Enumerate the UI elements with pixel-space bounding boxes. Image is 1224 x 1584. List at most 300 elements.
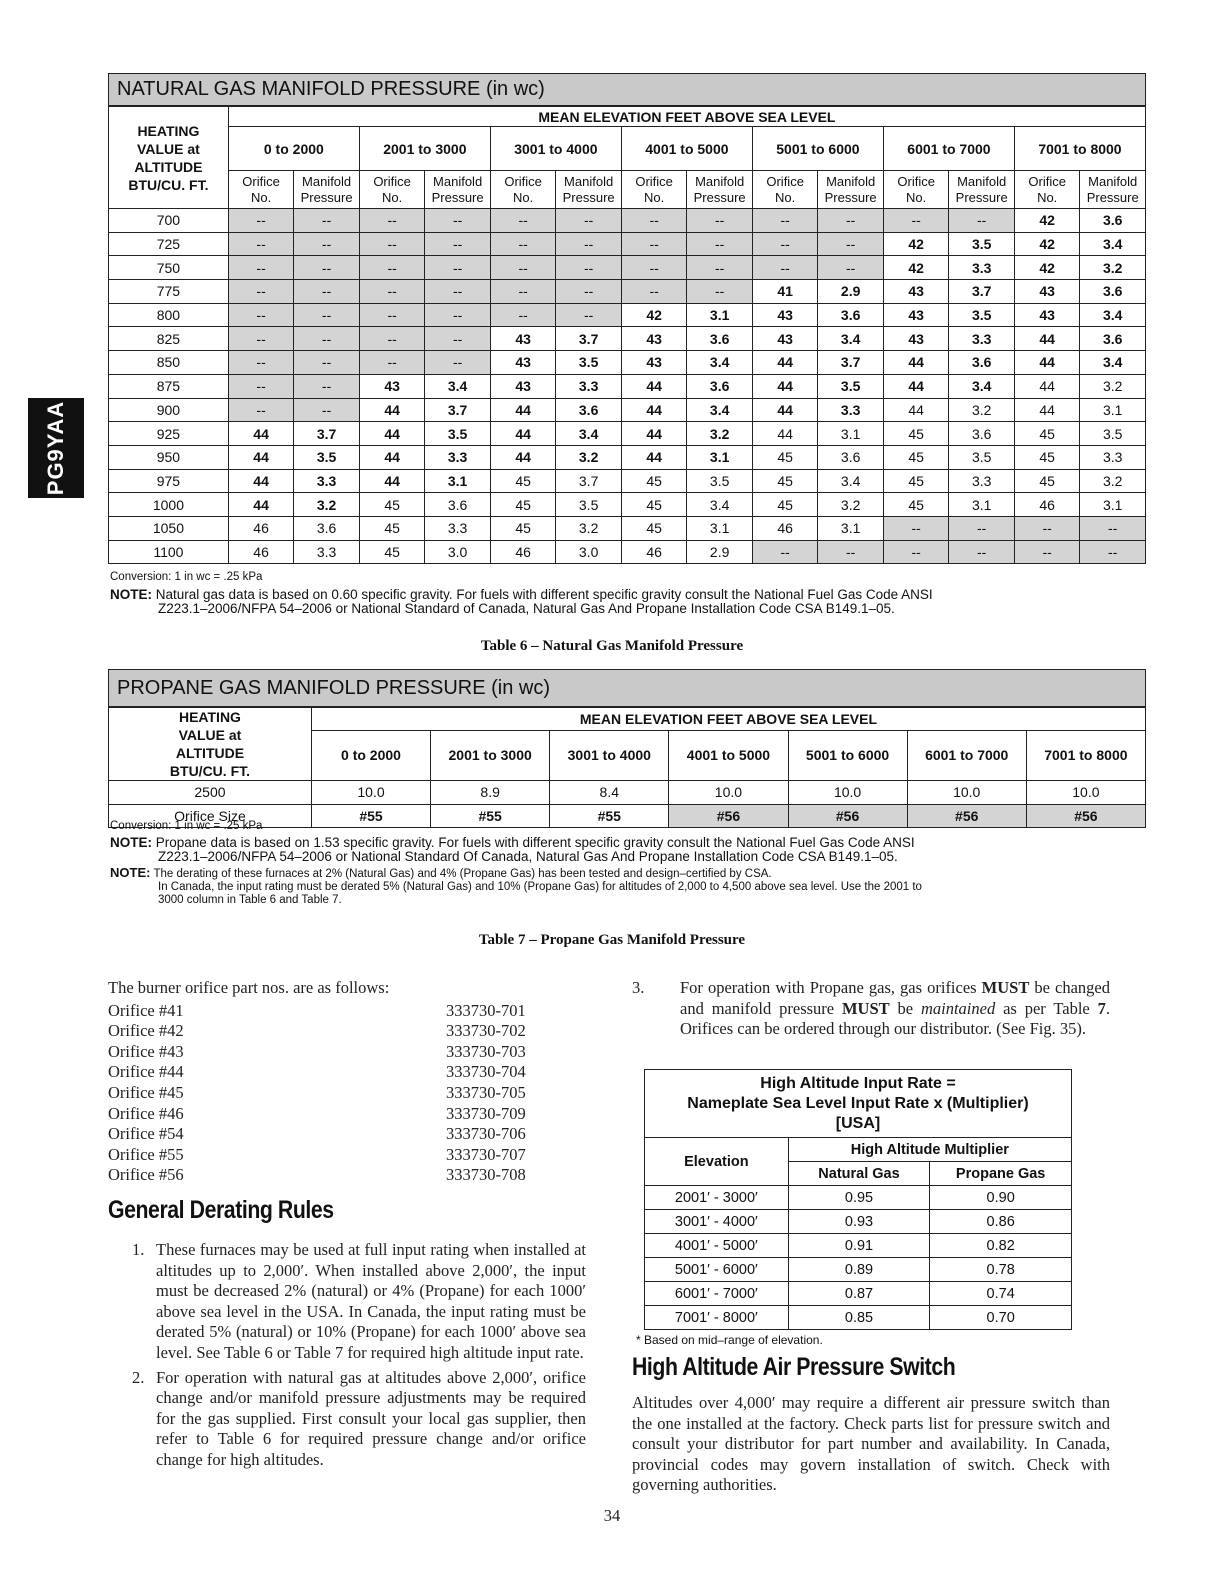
orifice-cell: -- <box>359 256 424 280</box>
natural-gas-title: NATURAL GAS MANIFOLD PRESSURE (in wc) <box>117 78 545 100</box>
derating-rule-1: 1. These furnaces may be used at full input rating when installed at altitudes up to 2,000′. When installed above 2,000′, the input must be decreased 2% (natural) or 4% (Propane) for each 1000′ above sea level in the USA. In Canada, the input rating must be derated 5% (natural) or 10% (Propane) for each 1000′ above sea level. See Table 6 or Table 7 for required high altitude input rate. <box>132 1240 586 1362</box>
orifice-cell: -- <box>490 232 555 256</box>
natural-note: NOTE: Natural gas data is based on 0.60 specific gravity. For fuels with different specific gravity consult the National Fuel Gas Code ANSI Z223.1–2006/NFPA 54–2006 or National Standard of Canada, Natural Gas And Propane Installation Code CSA B149.1–05. <box>110 587 933 616</box>
btu-value: 850 <box>109 351 229 375</box>
orifice-cell: -- <box>752 540 817 564</box>
altitude-nat-cell: 0.89 <box>788 1258 930 1282</box>
orifice-cell: 45 <box>621 493 686 517</box>
altitude-row <box>645 1306 1072 1330</box>
propane-heating-header: HEATING VALUE at ALTITUDE BTU/CU. FT. <box>109 708 312 781</box>
orifice-cell: 45 <box>359 493 424 517</box>
pressure-cell: 3.6 <box>556 398 622 422</box>
derating-rules <box>108 1240 586 1475</box>
orifice-cell: 46 <box>228 540 293 564</box>
orifice-cell: 46 <box>228 516 293 540</box>
propane-range-header: 4001 to 5000 <box>669 730 788 780</box>
orifice-cell: -- <box>228 303 293 327</box>
pressure-cell: -- <box>1080 540 1146 564</box>
orifice-part-number: 333730-702 <box>446 1021 526 1041</box>
natural-range-header: 4001 to 5000 <box>621 127 752 171</box>
pressure-cell: 3.7 <box>949 280 1015 304</box>
orifice-cell: -- <box>228 209 293 233</box>
btu-value: 975 <box>109 469 229 493</box>
orifice-part-number: 333730-708 <box>446 1165 526 1185</box>
pressure-cell: -- <box>425 256 491 280</box>
btu-value: 950 <box>109 445 229 469</box>
pressure-cell: 3.4 <box>818 469 884 493</box>
natural-gas-col-header: Natural Gas <box>788 1162 930 1186</box>
natural-table-row <box>109 327 1146 351</box>
orifice-cell: 44 <box>228 493 293 517</box>
propane-pressure-cell: 8.4 <box>550 781 669 805</box>
orifice-name: Orifice #44 <box>108 1062 184 1082</box>
pressure-cell: 2.9 <box>818 280 884 304</box>
natural-table-row <box>109 303 1146 327</box>
propane-range-header: 3001 to 4000 <box>550 730 669 780</box>
natural-table-row <box>109 209 1146 233</box>
orifice-cell: 45 <box>883 469 948 493</box>
orifice-part-number: 333730-709 <box>446 1103 526 1123</box>
natural-table-row <box>109 445 1146 469</box>
orifice-cell: 44 <box>228 422 293 446</box>
propane-range-header: 7001 to 8000 <box>1026 730 1145 780</box>
propane-orifice-cell: #56 <box>788 804 907 828</box>
pressure-cell: -- <box>556 232 622 256</box>
orifice-cell: 44 <box>883 351 948 375</box>
manifold-pressure-header: Manifold Pressure <box>949 171 1015 209</box>
manifold-pressure-header: Manifold Pressure <box>687 171 753 209</box>
propane-row-label: 2500 <box>109 781 312 805</box>
orifice-cell: 43 <box>1014 303 1079 327</box>
altitude-nat-cell: 0.91 <box>788 1234 930 1258</box>
propane-table-row <box>109 804 1146 828</box>
pressure-cell: -- <box>818 232 884 256</box>
manifold-pressure-header: Manifold Pressure <box>425 171 491 209</box>
altitude-nat-cell: 0.95 <box>788 1186 930 1210</box>
orifice-cell: 45 <box>621 516 686 540</box>
propane-range-header: 5001 to 6000 <box>788 730 907 780</box>
propane-gas-col-header: Propane Gas <box>930 1162 1072 1186</box>
propane-gas-banner <box>108 669 1146 707</box>
pressure-cell: 3.1 <box>1080 493 1146 517</box>
pressure-cell: 3.6 <box>294 516 360 540</box>
orifice-cell: 44 <box>1014 374 1079 398</box>
altitude-row <box>645 1258 1072 1282</box>
orifice-cell: 44 <box>752 398 817 422</box>
btu-value: 875 <box>109 374 229 398</box>
orifice-part-row <box>108 1062 588 1083</box>
orifice-cell: 44 <box>621 445 686 469</box>
altitude-footnote: * Based on mid–range of elevation. <box>636 1333 823 1347</box>
orifice-no-header: Orifice No. <box>621 171 686 209</box>
pressure-cell: 3.2 <box>687 422 753 446</box>
btu-value: 925 <box>109 422 229 446</box>
orifice-cell: -- <box>359 351 424 375</box>
altitude-elev-cell: 4001′ - 5000′ <box>645 1234 789 1258</box>
pressure-cell: -- <box>687 209 753 233</box>
orifice-cell: 45 <box>1014 445 1079 469</box>
propane-note-2: NOTE: The derating of these furnaces at 2% (Natural Gas) and 4% (Propane Gas) has been tested and design–certified by CSA. In Canada, the input rating must be derated 5% (Natural Gas) and 10% (Propane Gas) for altitudes of 2,000 to 4,500 above sea level. Use the 2001 to 3000 column in Table 6 and Table 7. <box>110 865 922 906</box>
orifice-cell: 44 <box>621 398 686 422</box>
orifice-cell: 45 <box>752 493 817 517</box>
pressure-cell: 3.5 <box>425 422 491 446</box>
pressure-cell: 3.3 <box>949 256 1015 280</box>
orifice-cell: 44 <box>359 398 424 422</box>
elevation-col-header: Elevation <box>645 1138 789 1186</box>
orifice-part-number: 333730-707 <box>446 1144 526 1164</box>
orifice-cell: -- <box>228 351 293 375</box>
altitude-prop-cell: 0.70 <box>930 1306 1072 1330</box>
orifice-cell: -- <box>621 256 686 280</box>
altitude-elev-cell: 5001′ - 6000′ <box>645 1258 789 1282</box>
natural-range-header: 5001 to 6000 <box>752 127 883 171</box>
pressure-cell: -- <box>818 256 884 280</box>
propane-range-header: 2001 to 3000 <box>431 730 550 780</box>
pressure-cell: 3.3 <box>1080 445 1146 469</box>
pressure-cell: -- <box>294 256 360 280</box>
orifice-name: Orifice #46 <box>108 1103 184 1123</box>
pressure-cell: 3.2 <box>1080 374 1146 398</box>
pressure-cell: 3.6 <box>425 493 491 517</box>
orifice-name: Orifice #56 <box>108 1165 184 1185</box>
orifice-cell: 45 <box>1014 422 1079 446</box>
orifice-part-number: 333730-706 <box>446 1124 526 1144</box>
orifice-cell: 45 <box>752 445 817 469</box>
pressure-cell: 3.6 <box>1080 327 1146 351</box>
natural-range-header: 0 to 2000 <box>228 127 359 171</box>
pressure-cell: -- <box>818 540 884 564</box>
orifice-part-row <box>108 1083 588 1104</box>
pressure-cell: -- <box>425 280 491 304</box>
altitude-nat-cell: 0.93 <box>788 1210 930 1234</box>
pressure-cell: -- <box>425 327 491 351</box>
orifice-cell: -- <box>621 280 686 304</box>
pressure-cell: -- <box>687 280 753 304</box>
altitude-row <box>645 1186 1072 1210</box>
altitude-elev-cell: 6001′ - 7000′ <box>645 1282 789 1306</box>
pressure-cell: 3.2 <box>949 398 1015 422</box>
orifice-cell: 44 <box>490 422 555 446</box>
orifice-cell: -- <box>752 209 817 233</box>
pressure-cell: 3.6 <box>1080 280 1146 304</box>
orifice-cell: 43 <box>490 327 555 351</box>
altitude-nat-cell: 0.87 <box>788 1282 930 1306</box>
orifice-cell: -- <box>490 209 555 233</box>
orifice-cell: 44 <box>752 422 817 446</box>
orifice-no-header: Orifice No. <box>228 171 293 209</box>
propane-pressure-cell: 10.0 <box>669 781 788 805</box>
orifice-cell: -- <box>490 280 555 304</box>
pressure-cell: -- <box>425 351 491 375</box>
side-tab <box>28 398 84 498</box>
natural-table-row <box>109 280 1146 304</box>
orifice-cell: -- <box>490 303 555 327</box>
derating-rule-2: 2. For operation with natural gas at altitudes above 2,000′, orifice change and/or manifold pressure adjustments may be required for the gas supplied. First consult your local gas supplier, then refer to Table 6 for required pressure change and/or orifice change for high altitudes. <box>132 1367 586 1469</box>
propane-orifice-cell: #55 <box>311 804 430 828</box>
orifice-cell: 45 <box>883 445 948 469</box>
pressure-switch-text: Altitudes over 4,000′ may require a different air pressure switch than the one installed at the factory. Check parts list for pressure switch and consult your distributor for part number and availability. In Canada, provincial codes may govern installation of switch. Check with governing authorities. <box>632 1393 1110 1495</box>
natural-table-row <box>109 422 1146 446</box>
pressure-cell: 3.3 <box>425 445 491 469</box>
propane-row-label: Orifice Size <box>109 804 312 828</box>
natural-range-header: 7001 to 8000 <box>1014 127 1145 171</box>
orifice-cell: 44 <box>752 374 817 398</box>
altitude-prop-cell: 0.86 <box>930 1210 1072 1234</box>
btu-value: 1000 <box>109 493 229 517</box>
natural-table-row <box>109 516 1146 540</box>
propane-pressure-cell: 8.9 <box>431 781 550 805</box>
orifice-cell: 45 <box>1014 469 1079 493</box>
pressure-cell: 3.4 <box>687 398 753 422</box>
orifice-cell: -- <box>359 232 424 256</box>
orifice-cell: -- <box>752 232 817 256</box>
orifice-intro: The burner orifice part nos. are as follows: <box>108 978 390 997</box>
pressure-cell: 3.3 <box>949 327 1015 351</box>
pressure-cell: 3.2 <box>556 516 622 540</box>
orifice-cell: 42 <box>883 256 948 280</box>
pressure-cell: 3.5 <box>556 493 622 517</box>
orifice-no-header: Orifice No. <box>1014 171 1079 209</box>
page-number: 34 <box>603 1506 621 1525</box>
orifice-cell: 44 <box>359 422 424 446</box>
orifice-part-number: 333730-703 <box>446 1041 526 1061</box>
general-derating-heading: General Derating Rules <box>108 1196 334 1224</box>
pressure-cell: 3.1 <box>687 445 753 469</box>
orifice-cell: -- <box>359 303 424 327</box>
propane-range-header: 0 to 2000 <box>311 730 430 780</box>
orifice-part-row <box>108 1124 588 1145</box>
pressure-cell: 3.3 <box>818 398 884 422</box>
orifice-no-header: Orifice No. <box>359 171 424 209</box>
orifice-cell: 45 <box>490 516 555 540</box>
natural-gas-banner <box>108 73 1146 106</box>
orifice-cell: 45 <box>621 469 686 493</box>
orifice-name: Orifice #41 <box>108 1000 184 1020</box>
btu-value: 1100 <box>109 540 229 564</box>
propane-orifice-cell: #56 <box>669 804 788 828</box>
orifice-name: Orifice #55 <box>108 1144 184 1164</box>
pressure-cell: -- <box>294 303 360 327</box>
pressure-cell: -- <box>294 398 360 422</box>
orifice-cell: 46 <box>752 516 817 540</box>
pressure-cell: 3.5 <box>949 303 1015 327</box>
pressure-cell: 3.0 <box>556 540 622 564</box>
orifice-cell: -- <box>228 327 293 351</box>
pressure-cell: 3.4 <box>1080 303 1146 327</box>
propane-pressure-cell: 10.0 <box>311 781 430 805</box>
pressure-cell: 3.2 <box>1080 256 1146 280</box>
orifice-cell: -- <box>228 280 293 304</box>
pressure-cell: 3.4 <box>818 327 884 351</box>
orifice-cell: 45 <box>752 469 817 493</box>
orifice-cell: 45 <box>359 516 424 540</box>
pressure-cell: 3.7 <box>556 469 622 493</box>
orifice-cell: 42 <box>1014 232 1079 256</box>
orifice-cell: 42 <box>1014 209 1079 233</box>
pressure-cell: -- <box>425 232 491 256</box>
pressure-cell: -- <box>294 374 360 398</box>
natural-conversion: Conversion: 1 in wc = .25 kPa <box>110 571 263 583</box>
pressure-cell: 3.1 <box>818 516 884 540</box>
manifold-pressure-header: Manifold Pressure <box>294 171 360 209</box>
pressure-cell: 3.7 <box>425 398 491 422</box>
pressure-switch-heading: High Altitude Air Pressure Switch <box>632 1353 956 1381</box>
propane-elevation-header: MEAN ELEVATION FEET ABOVE SEA LEVEL <box>311 708 1145 731</box>
orifice-part-row <box>108 1042 588 1063</box>
orifice-cell: -- <box>752 256 817 280</box>
pressure-cell: 3.6 <box>818 303 884 327</box>
orifice-cell: 45 <box>883 493 948 517</box>
btu-value: 800 <box>109 303 229 327</box>
pressure-cell: 3.4 <box>949 374 1015 398</box>
pressure-cell: -- <box>425 303 491 327</box>
orifice-cell: 41 <box>752 280 817 304</box>
pressure-cell: -- <box>556 280 622 304</box>
altitude-prop-cell: 0.74 <box>930 1282 1072 1306</box>
btu-value: 700 <box>109 209 229 233</box>
pressure-cell: -- <box>687 256 753 280</box>
orifice-cell: 44 <box>1014 351 1079 375</box>
orifice-cell: 43 <box>1014 280 1079 304</box>
orifice-cell: 44 <box>621 374 686 398</box>
orifice-no-header: Orifice No. <box>752 171 817 209</box>
orifice-cell: 44 <box>359 445 424 469</box>
orifice-name: Orifice #42 <box>108 1021 184 1041</box>
natural-table-row <box>109 540 1146 564</box>
orifice-cell: 46 <box>1014 493 1079 517</box>
orifice-cell: 44 <box>228 445 293 469</box>
orifice-cell: 43 <box>883 327 948 351</box>
elevation-header: MEAN ELEVATION FEET ABOVE SEA LEVEL <box>228 107 1145 127</box>
pressure-cell: -- <box>949 516 1015 540</box>
orifice-cell: 43 <box>752 327 817 351</box>
pressure-cell: 2.9 <box>687 540 753 564</box>
pressure-cell: 3.6 <box>1080 209 1146 233</box>
table6-caption: Table 6 – Natural Gas Manifold Pressure <box>480 638 744 654</box>
orifice-cell: 44 <box>1014 327 1079 351</box>
orifice-cell: -- <box>228 374 293 398</box>
altitude-prop-cell: 0.90 <box>930 1186 1072 1210</box>
orifice-cell: -- <box>228 256 293 280</box>
pressure-cell: 3.5 <box>687 469 753 493</box>
orifice-cell: 46 <box>621 540 686 564</box>
orifice-no-header: Orifice No. <box>490 171 555 209</box>
orifice-cell: 43 <box>752 303 817 327</box>
orifice-part-row <box>108 1165 588 1186</box>
pressure-cell: 3.3 <box>556 374 622 398</box>
heating-value-header: HEATING VALUE at ALTITUDE BTU/CU. FT. <box>109 107 229 209</box>
orifice-name: Orifice #43 <box>108 1041 184 1061</box>
orifice-cell: -- <box>883 516 948 540</box>
orifice-cell: 43 <box>621 327 686 351</box>
orifice-cell: -- <box>359 209 424 233</box>
pressure-cell: 3.4 <box>687 493 753 517</box>
side-tab-label: PG9YAA <box>43 400 69 496</box>
altitude-elev-cell: 7001′ - 8000′ <box>645 1306 789 1330</box>
orifice-cell: 42 <box>883 232 948 256</box>
orifice-cell: -- <box>228 232 293 256</box>
orifice-cell: 43 <box>621 351 686 375</box>
altitude-elev-cell: 3001′ - 4000′ <box>645 1210 789 1234</box>
pressure-cell: 3.3 <box>294 540 360 564</box>
natural-table-row <box>109 232 1146 256</box>
natural-range-header: 2001 to 3000 <box>359 127 490 171</box>
pressure-cell: 3.3 <box>425 516 491 540</box>
pressure-cell: 3.1 <box>687 516 753 540</box>
pressure-cell: 3.1 <box>818 422 884 446</box>
orifice-cell: 44 <box>490 398 555 422</box>
altitude-elev-cell: 2001′ - 3000′ <box>645 1186 789 1210</box>
propane-orifice-cell: #56 <box>1026 804 1145 828</box>
pressure-cell: 3.2 <box>556 445 622 469</box>
pressure-cell: 3.2 <box>294 493 360 517</box>
orifice-cell: -- <box>621 209 686 233</box>
pressure-cell: -- <box>294 232 360 256</box>
pressure-cell: 3.5 <box>294 445 360 469</box>
altitude-row <box>645 1210 1072 1234</box>
natural-table-row <box>109 493 1146 517</box>
orifice-part-row <box>108 1021 588 1042</box>
orifice-cell: 45 <box>490 493 555 517</box>
propane-range-header: 6001 to 7000 <box>907 730 1026 780</box>
pressure-cell: 3.3 <box>294 469 360 493</box>
pressure-cell: 3.2 <box>1080 469 1146 493</box>
orifice-name: Orifice #54 <box>108 1124 184 1144</box>
orifice-cell: 45 <box>490 469 555 493</box>
orifice-cell: 45 <box>883 422 948 446</box>
orifice-part-number: 333730-701 <box>446 1000 526 1020</box>
orifice-name: Orifice #45 <box>108 1082 184 1102</box>
pressure-cell: 3.1 <box>425 469 491 493</box>
orifice-part-number: 333730-705 <box>446 1082 526 1102</box>
natural-table-row <box>109 256 1146 280</box>
propane-note-1: NOTE: Propane data is based on 1.53 specific gravity. For fuels with different specific gravity consult the National Fuel Gas Code ANSI Z223.1–2006/NFPA 54–2006 or National Standard Of Canada, Natural Gas And Propane Installation Code CSA B149.1–05. <box>110 835 915 864</box>
table7-caption: Table 7 – Propane Gas Manifold Pressure <box>478 932 746 948</box>
orifice-cell: 43 <box>883 303 948 327</box>
propane-pressure-cell: 10.0 <box>788 781 907 805</box>
pressure-cell: 3.1 <box>949 493 1015 517</box>
orifice-cell: -- <box>490 256 555 280</box>
propane-table-row <box>109 781 1146 805</box>
orifice-cell: 43 <box>490 351 555 375</box>
btu-value: 1050 <box>109 516 229 540</box>
btu-value: 825 <box>109 327 229 351</box>
altitude-row <box>645 1234 1072 1258</box>
orifice-cell: 44 <box>490 445 555 469</box>
pressure-cell: 3.4 <box>425 374 491 398</box>
derating-rule-3: 3. For operation with Propane gas, gas orifices MUST be changed and manifold pressure MUST be maintained as per Table 7. Orifices can be ordered through our distributor. (See Fig. 35). <box>632 978 1110 1039</box>
pressure-cell: -- <box>294 280 360 304</box>
btu-value: 775 <box>109 280 229 304</box>
pressure-cell: -- <box>425 209 491 233</box>
natural-gas-table <box>108 106 1146 564</box>
altitude-prop-cell: 0.82 <box>930 1234 1072 1258</box>
altitude-table-title: High Altitude Input Rate = Nameplate Sea Level Input Rate x (Multiplier) [USA] <box>645 1070 1072 1138</box>
orifice-cell: 44 <box>228 469 293 493</box>
altitude-prop-cell: 0.78 <box>930 1258 1072 1282</box>
pressure-cell: 3.5 <box>818 374 884 398</box>
pressure-cell: 3.4 <box>1080 351 1146 375</box>
pressure-cell: 3.5 <box>556 351 622 375</box>
natural-table-row <box>109 374 1146 398</box>
natural-range-header: 6001 to 7000 <box>883 127 1014 171</box>
orifice-part-row <box>108 1104 588 1125</box>
pressure-cell: 3.6 <box>818 445 884 469</box>
pressure-cell: 3.5 <box>1080 422 1146 446</box>
orifice-cell: 46 <box>490 540 555 564</box>
pressure-cell: 3.1 <box>1080 398 1146 422</box>
natural-table-row <box>109 398 1146 422</box>
